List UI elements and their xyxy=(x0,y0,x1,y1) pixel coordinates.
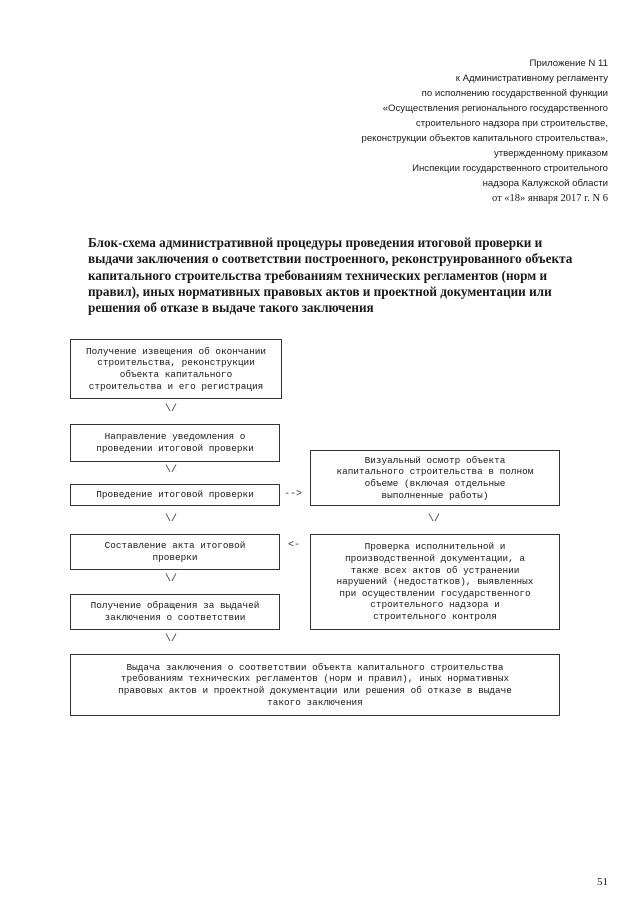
box-line: также всех актов об устранении xyxy=(350,564,520,576)
title-line: решения об отказе в выдаче такого заключения xyxy=(88,300,374,316)
box-line: объекта капитального xyxy=(119,369,233,380)
box-line: строительства и его регистрация xyxy=(88,380,264,392)
header-line-date: от «18» января 2017 г. N 6 xyxy=(491,193,608,204)
box-line: строительства, реконструкции xyxy=(97,357,255,369)
title-line: правил), иных нормативных правовых актов и проектной документации или xyxy=(88,283,552,299)
flow-box-receive-notice xyxy=(70,339,282,399)
box-line: Направление уведомления о xyxy=(104,431,246,443)
flow-box-send-notification xyxy=(70,424,280,462)
header-line: по исполнению государственной функции xyxy=(421,88,608,99)
box-line: выполненные работы) xyxy=(381,489,489,501)
arrow-left: <- xyxy=(288,540,301,551)
arrow-down: \/ xyxy=(165,514,178,525)
title-line: Блок-схема административной процедуры проведения итоговой проверки и xyxy=(88,235,543,250)
header-line: строительного надзора при строительстве, xyxy=(415,118,608,129)
box-line: Проверка исполнительной и xyxy=(364,541,506,553)
arrow-right: --> xyxy=(284,489,303,500)
box-line: нарушений (недостатков), выявленных xyxy=(336,576,534,588)
box-line: проверки xyxy=(152,552,198,563)
arrow-down: \/ xyxy=(165,574,178,585)
flow-box-visual-inspection xyxy=(310,450,560,506)
header-line: к Административному регламенту xyxy=(455,73,608,84)
flow-box-draw-up-act xyxy=(70,534,280,570)
arrow-down: \/ xyxy=(428,514,441,525)
box-line: требованиям технических регламентов (норм и правил), иных нормативных xyxy=(120,673,510,685)
arrow-down: \/ xyxy=(165,634,178,645)
box-line: объеме (включая отдельные xyxy=(364,478,506,489)
box-line: заключения о соответствии xyxy=(104,612,246,623)
box-line: капитального строительства в полном xyxy=(336,466,534,478)
header-line: Инспекции государственного строительного xyxy=(412,163,608,174)
box-line: проведении итоговой проверки xyxy=(96,443,254,454)
flow-box-document-check xyxy=(310,534,560,630)
document-title xyxy=(88,235,588,316)
box-line: Проведение итоговой проверки xyxy=(96,489,254,501)
box-line: Получение обращения за выдачей xyxy=(90,600,260,612)
box-line: производственной документации, а xyxy=(344,553,526,565)
arrow-down: \/ xyxy=(165,465,178,476)
title-line: выдачи заключения о соответствии построенного, реконструированного объекта xyxy=(88,251,573,267)
flow-box-receive-request xyxy=(70,594,280,630)
arrow-down: \/ xyxy=(165,404,178,415)
box-line: при осуществлении государственного xyxy=(339,587,531,599)
box-line: Получение извещения об окончании xyxy=(85,345,267,357)
header-line: реконструкции объектов капитального строительства», xyxy=(361,133,608,144)
box-line: такого заключения xyxy=(267,696,363,708)
box-line: Визуальный осмотр объекта xyxy=(364,454,506,466)
box-line: Выдача заключения о соответствии объекта капитального строительства xyxy=(126,661,504,673)
box-line: правовых актов и проектной документации или решения об отказе в выдаче xyxy=(118,685,512,696)
box-line: строительного контроля xyxy=(373,610,497,622)
header-line: утвержденному приказом xyxy=(493,148,608,159)
title-line: капитального строительства требованиям технических регламентов (норм и xyxy=(88,267,548,283)
header-line: «Осуществления регионального государственного xyxy=(382,103,608,114)
header-line: Приложение N 11 xyxy=(529,58,608,69)
flow-box-final-inspection xyxy=(70,484,280,506)
appendix-header xyxy=(361,56,608,206)
header-line: надзора Калужской области xyxy=(482,178,608,189)
flow-box-issue-conclusion xyxy=(70,654,560,716)
page-number: 51 xyxy=(597,876,608,888)
box-line: Составление акта итоговой xyxy=(104,540,246,552)
box-line: строительного надзора и xyxy=(370,599,500,611)
